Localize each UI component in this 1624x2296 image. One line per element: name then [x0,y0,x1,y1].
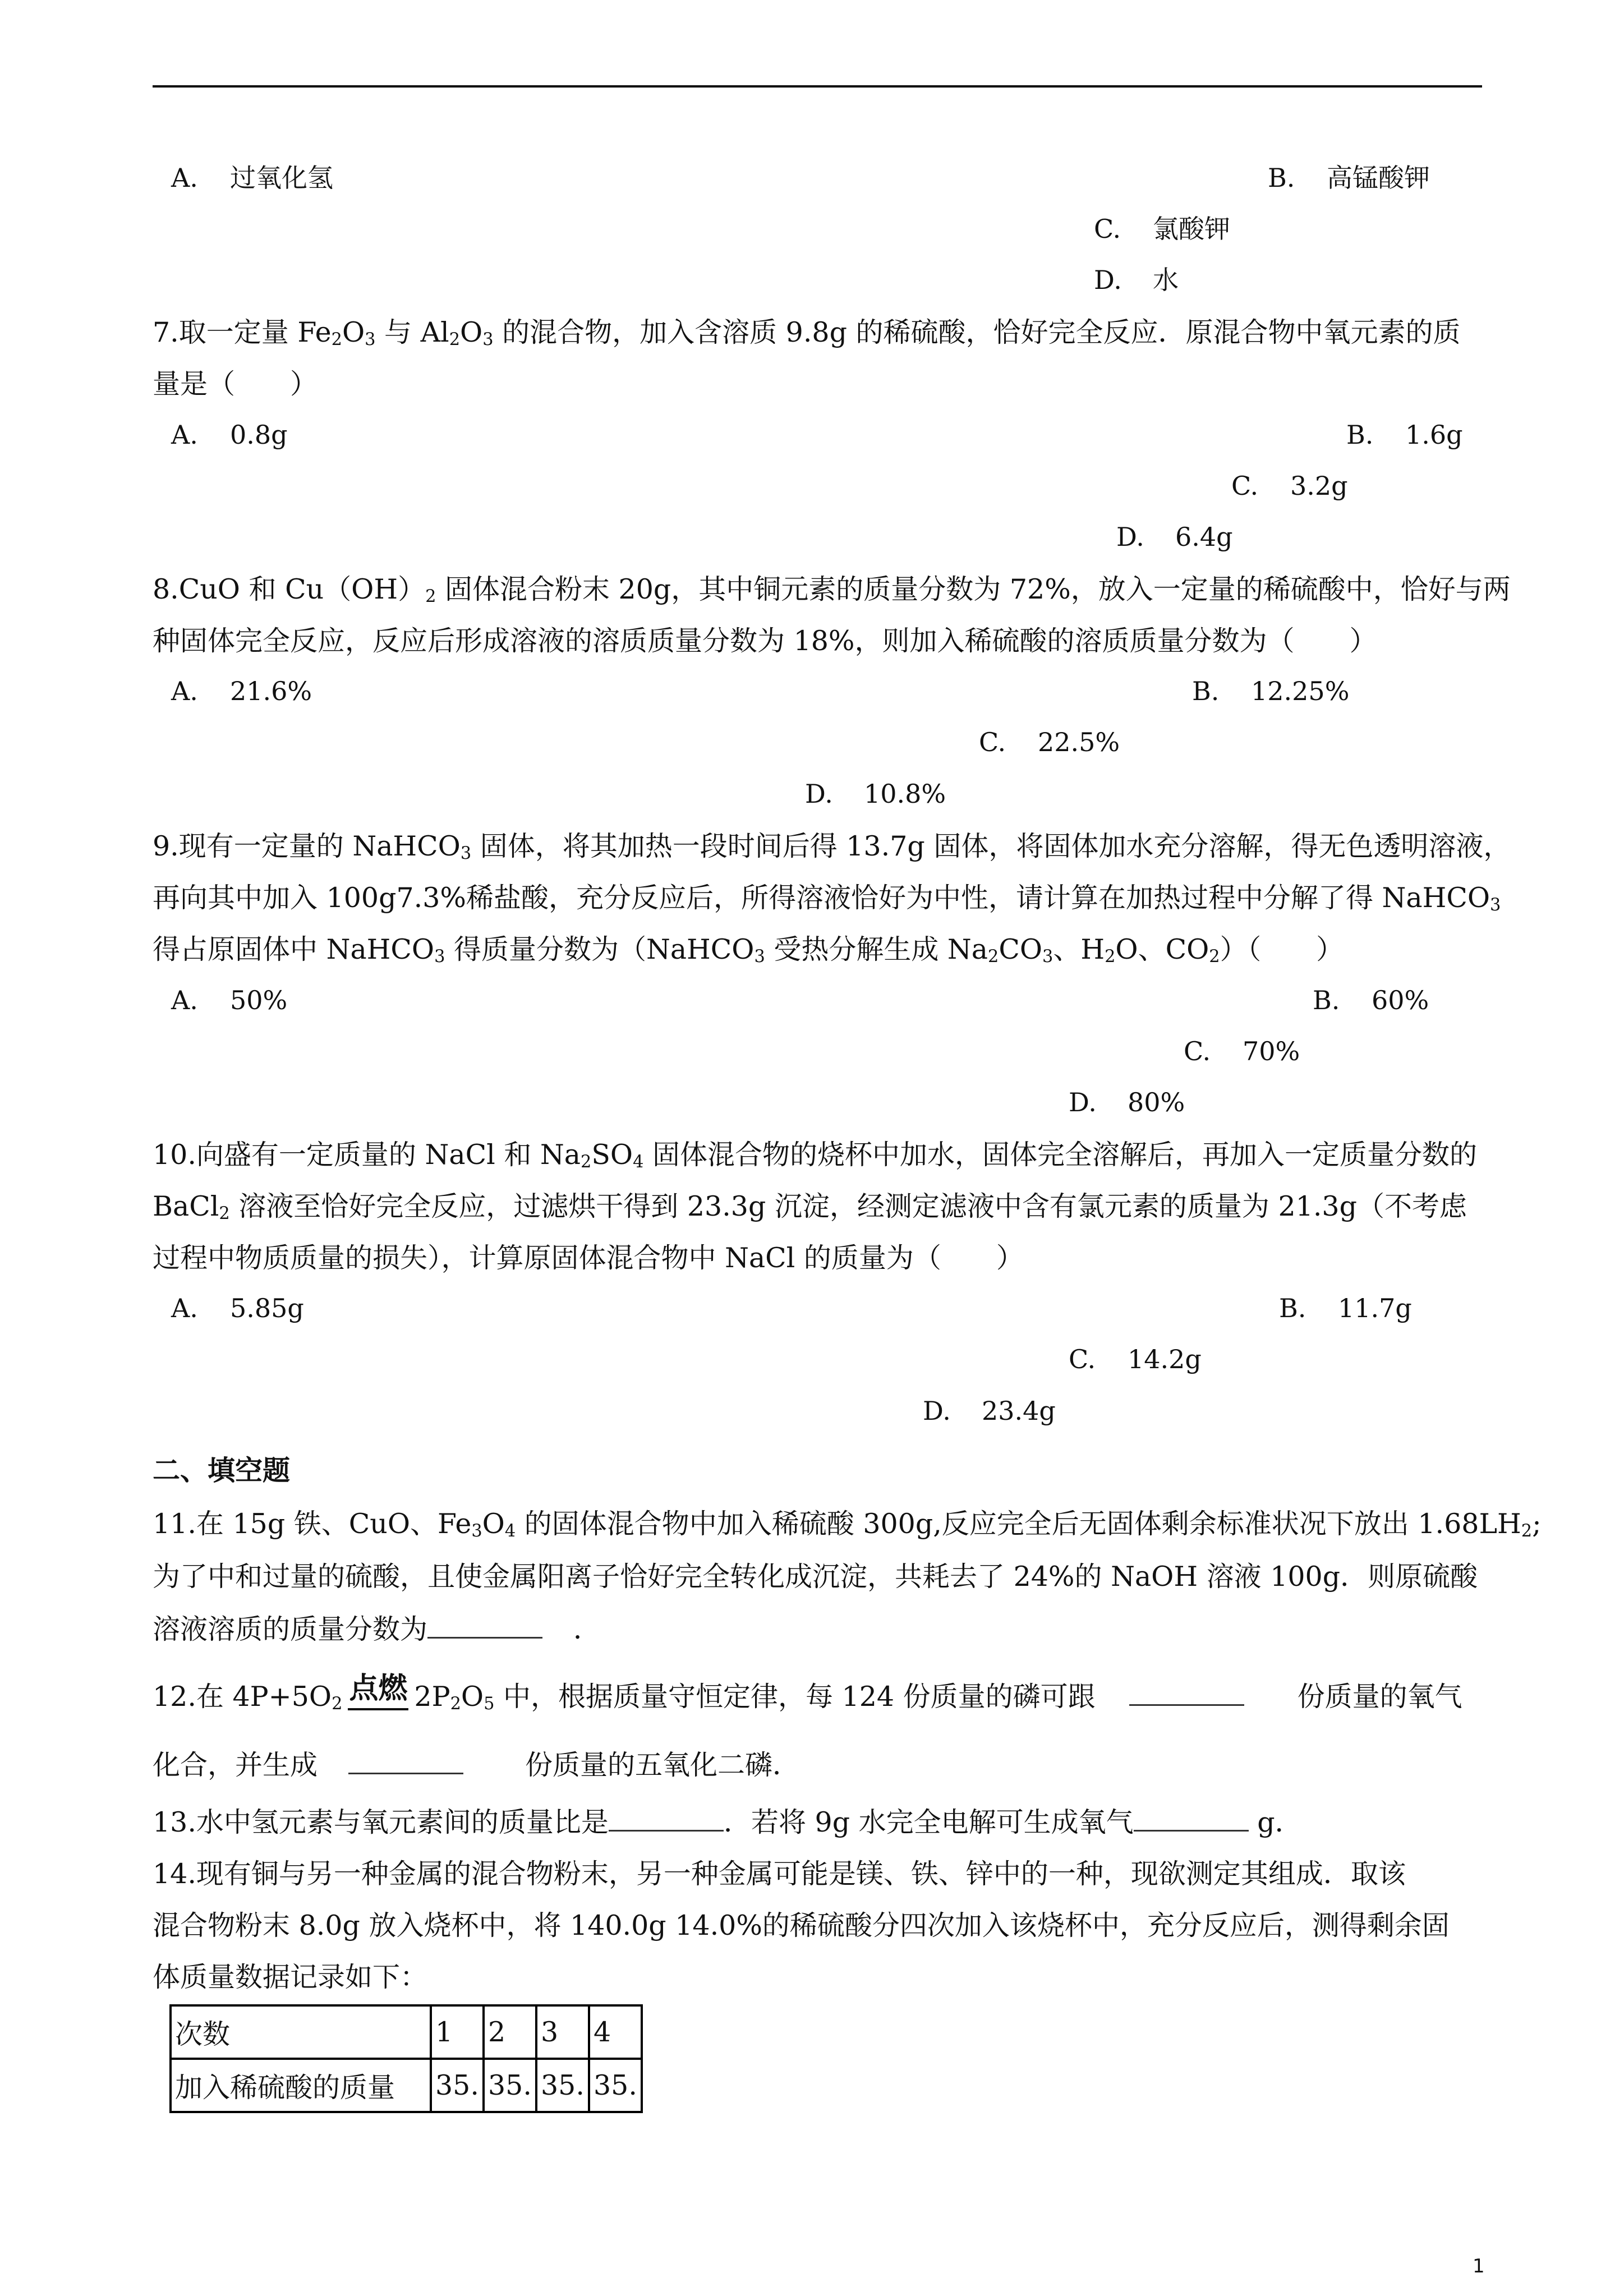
table-cell: 35. [431,2059,484,2112]
q11-text-line-2: 为了中和过量的硫酸，且使金属阳离子恰好完全转化成沉淀，共耗去了 24%的 NaOH 溶液 100g．则原硫酸 [153,1561,1478,1593]
q9-text-line-1: 9.现有一定量的 NaHCO$_3$ 固体，将其加热一段时间后得 13.7g 固体，将固体加水充分溶解，得无色透明溶液， [153,830,1511,864]
q11-text-line-1: 11.在 15g 铁、CuO、$Fe_3O_4$ 的固体混合物中加入稀硫酸 300g,反应完全后无固体剩余标准状况下放出 $1.68LH_2$; [153,1508,1542,1542]
table-cell: 1 [431,2005,484,2059]
table-cell: 加入稀硫酸的质量 [171,2059,431,2112]
q6-option-b: B. 高锰酸钾 [1268,163,1430,193]
q13-oxygen-mass-blank[interactable] [1134,1807,1249,1832]
q12-oxygen-mass-blank[interactable] [1129,1682,1244,1706]
q10-option-d: D. 23.4g [923,1396,1056,1426]
q12-text-line-1: 12.在 $4P+5O_2$ 点燃 $2P_2O_5$ 中，根据质量守恒定律，每 124 份质量的磷可跟 份质量的氧气 [153,1672,1462,1714]
q8-option-d: D. 10.8% [805,779,946,809]
q7-option-a: A. 0.8g [171,420,288,450]
table-cell: 35. [484,2059,536,2112]
section-heading-fill-in: 二、填空题 [153,1455,291,1487]
q7-text-line-2: 量是（ ） [153,368,318,400]
q7-text-line-1: 7.取一定量 $Fe_2O_3$ 与 $Al_2O_3$ 的混合物，加入含溶质 9.8g 的稀硫酸，恰好完全反应．原混合物中氧元素的质 [153,316,1461,350]
q12-text-line-2: 化合，并生成 份质量的五氧化二磷． [153,1749,801,1781]
q8-text-line-2: 种固体完全反应，反应后形成溶液的溶质质量分数为 18%，则加入稀硫酸的溶质质量分数为（ ） [153,625,1377,657]
table-cell: 次数 [171,2005,431,2059]
q13-mass-ratio-blank[interactable] [609,1807,724,1832]
q6-option-a: A. 过氧化氢 [171,163,333,193]
q10-option-c: C. 14.2g [1069,1344,1202,1374]
q11-answer-blank[interactable] [427,1614,542,1639]
q9-option-a: A. 50% [171,985,288,1015]
q10-text-line-2: BaCl$_2$ 溶液至恰好完全反应，过滤烘干得到 23.3g 沉淀，经测定滤液中含有氯元素的质量为 21.3g（不考虑 [153,1190,1467,1224]
page-number: 1 [1473,2255,1485,2277]
q14-text-line-2: 混合物粉末 8.0g 放入烧杯中，将 140.0g 14.0%的稀硫酸分四次加入该烧杯中，充分反应后，测得剩余固 [153,1910,1450,1941]
q9-text-line-2: 再向其中加入 100g7.3%稀盐酸，充分反应后，所得溶液恰好为中性，请计算在加热过程中分解了得 NaHCO$_3$ [153,882,1501,915]
q7-option-d: D. 6.4g [1116,522,1233,552]
q14-text-line-3: 体质量数据记录如下： [153,1961,428,1993]
q10-text-line-1: 10.向盛有一定质量的 NaCl 和 $Na_2SO_4$ 固体混合物的烧杯中加水，固体完全溶解后，再加入一定质量分数的 [153,1139,1477,1172]
header-rule [153,85,1482,88]
table-row [171,2005,642,2059]
table-cell: 35. [589,2059,642,2112]
q13-text: 13.水中氢元素与氧元素间的质量比是 ．若将 9g 水完全电解可生成氧气 g． [153,1806,1303,1838]
table-cell: 3 [536,2005,589,2059]
q14-text-line-1: 14.现有铜与另一种金属的混合物粉末，另一种金属可能是镁、铁、锌中的一种，现欲测定其组成．取该 [153,1858,1406,1890]
q9-option-c: C. 70% [1184,1036,1300,1066]
table-row [171,2059,642,2112]
q11-text-line-3: 溶液溶质的质量分数为 ． [153,1613,601,1645]
q9-option-b: B. 60% [1313,985,1429,1015]
q8-text-line-1: 8.CuO 和 $Cu(OH)_2$ 固体混合粉末 20g，其中铜元素的质量分数为 72%，放入一定量的稀硫酸中，恰好与两 [153,573,1511,607]
q10-option-b: B. 11.7g [1279,1293,1412,1323]
q6-option-c: C. 氯酸钾 [1094,214,1230,244]
q9-option-d: D. 80% [1069,1087,1185,1117]
q9-text-line-3: 得占原固体中 NaHCO$_3$ 得质量分数为（NaHCO$_3$ 受热分解生成 $Na_2CO_3$、$H_2O$、$CO_2$）（ ） [153,933,1344,967]
experiment-data-table [169,2004,643,2113]
q10-text-line-3: 过程中物质质量的损失），计算原固体混合物中 NaCl 的质量为（ ） [153,1242,1024,1274]
ignition-condition-label: 点燃 [349,1672,408,1705]
q7-option-c: C. 3.2g [1231,471,1348,501]
q8-option-a: A. 21.6% [171,676,312,706]
q8-option-c: C. 22.5% [979,727,1120,757]
q8-option-b: B. 12.25% [1192,676,1350,706]
table-cell: 2 [484,2005,536,2059]
table-cell: 35. [536,2059,589,2112]
q10-option-a: A. 5.85g [171,1293,304,1323]
q6-option-d: D. 水 [1094,265,1179,295]
q12-p2o5-mass-blank[interactable] [348,1750,463,1774]
table-cell: 4 [589,2005,642,2059]
q7-option-b: B. 1.6g [1346,420,1463,450]
